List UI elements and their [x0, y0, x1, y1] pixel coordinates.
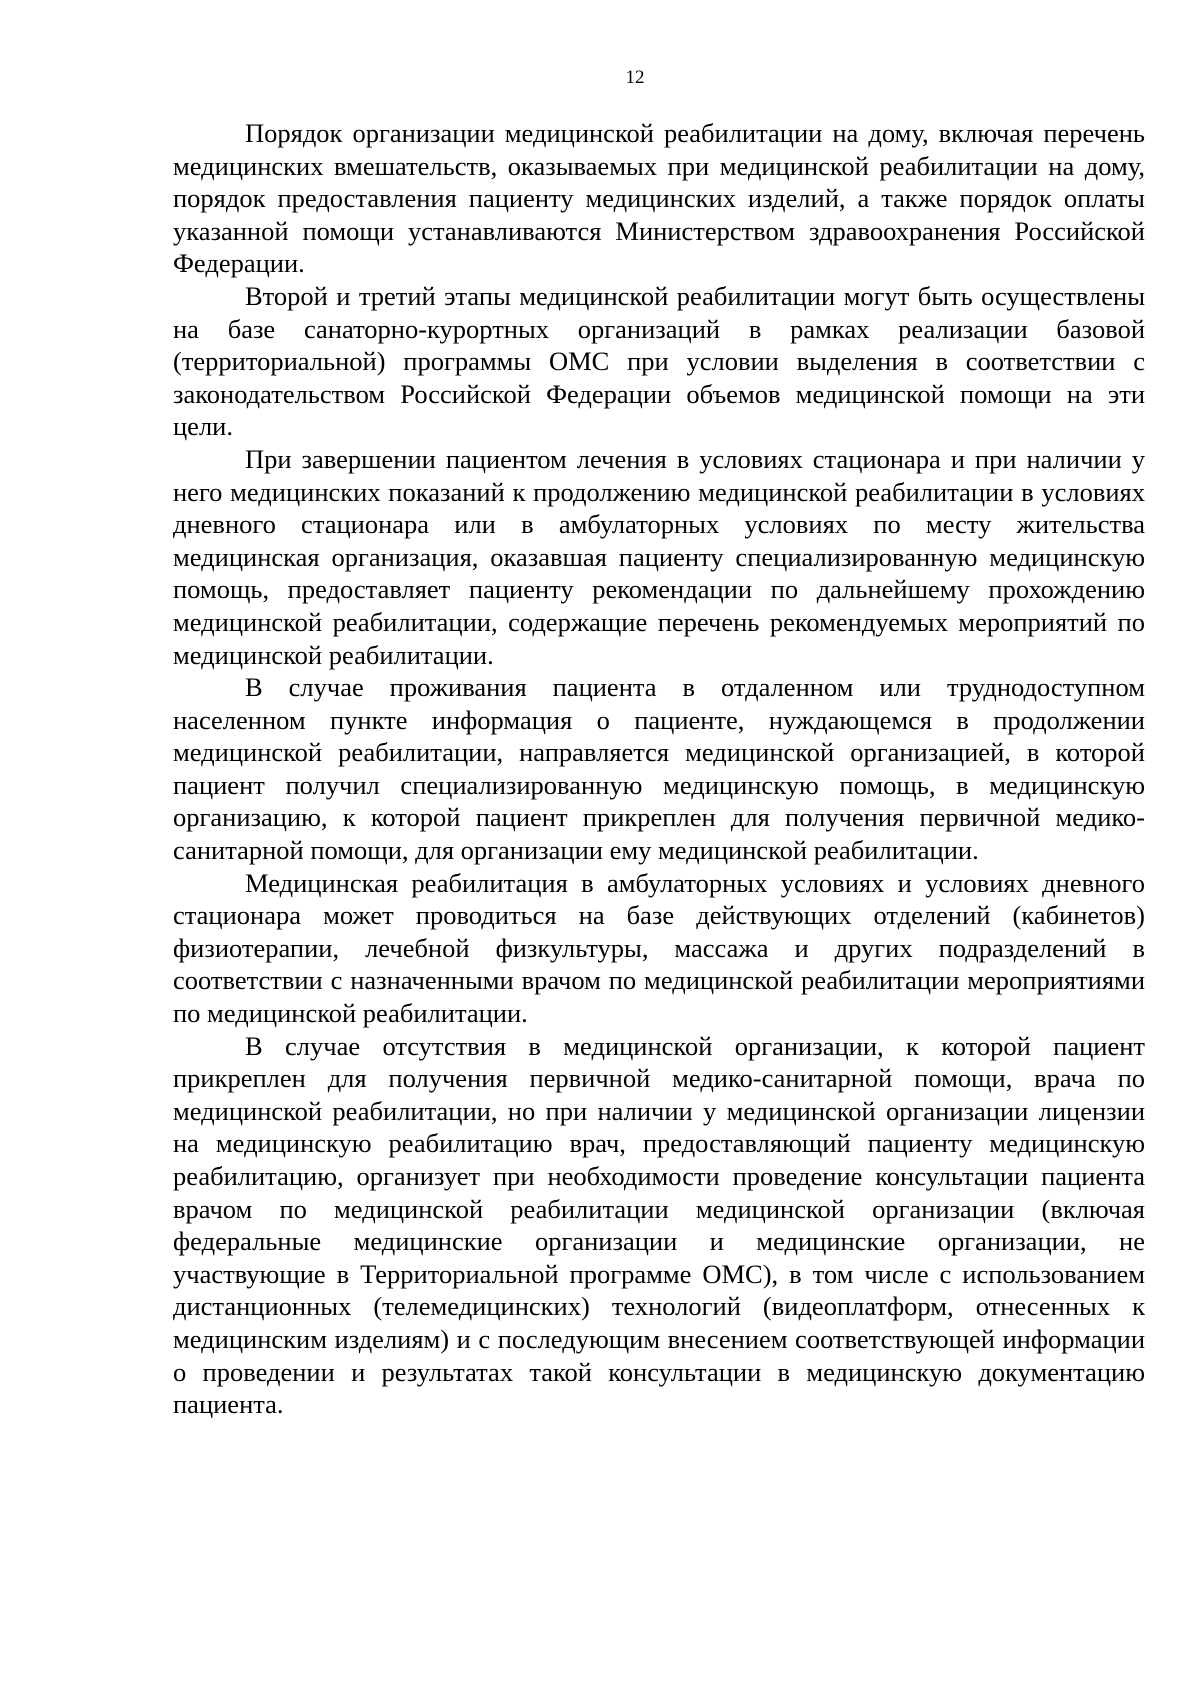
- document-body: [173, 117, 1145, 1421]
- paragraph-remote-settlement: В случае проживания пациента в отдаленном или труднодоступном населенном пункте информация о пациенте, нуждающемся в продолжении медицинской реабилитации, направляется медицинской организацией, в которой пациент получил специализированную медицинскую помощь, в медицинскую организацию, к которой пациент прикреплен для получения первичной медико-санитарной помощи, для организации ему медицинской реабилитации.: [173, 672, 1145, 866]
- paragraph-sanatorium-stages: Второй и третий этапы медицинской реабилитации могут быть осуществлены на базе санаторно-курортных организаций в рамках реализации базовой (территориальной) программы ОМС при условии выделения в соответствии с законодательством Российской Федерации объемов медицинской помощи на эти цели.: [173, 280, 1145, 442]
- paragraph-telemedicine-consultation: В случае отсутствия в медицинской организации, к которой пациент прикреплен для получения первичной медико-санитарной помощи, врача по медицинской реабилитации, но при наличии у медицинской организации лицензии на медицинскую реабилитацию врач, предоставляющий пациенту медицинскую реабилитацию, организует при необходимости проведение консультации пациента врачом по медицинской реабилитации медицинской организации (включая федеральные медицинские организации и медицинские организации, не участвующие в Территориальной программе ОМС), в том числе с использованием дистанционных (телемедицинских) технологий (видеоплатформ, отнесенных к медицинским изделиям) и с последующим внесением соответствующей информации о проведении и результатах такой консультации в медицинскую документацию пациента.: [173, 1030, 1145, 1420]
- paragraph-discharge-recommendations: При завершении пациентом лечения в условиях стационара и при наличии у него медицинских показаний к продолжению медицинской реабилитации в условиях дневного стационара или в амбулаторных условиях по месту жительства медицинская организация, оказавшая пациенту специализированную медицинскую помощь, предоставляет пациенту рекомендации по дальнейшему прохождению медицинской реабилитации, содержащие перечень рекомендуемых мероприятий по медицинской реабилитации.: [173, 443, 1145, 670]
- paragraph-outpatient-day-hospital: Медицинская реабилитация в амбулаторных условиях и условиях дневного стационара может проводиться на базе действующих отделений (кабинетов) физиотерапии, лечебной физкультуры, массажа и других подразделений в соответствии с назначенными врачом по медицинской реабилитации мероприятиями по медицинской реабилитации.: [173, 867, 1145, 1029]
- paragraph-home-rehabilitation: Порядок организации медицинской реабилитации на дому, включая перечень медицинских вмешательств, оказываемых при медицинской реабилитации на дому, порядок предоставления пациенту медицинских изделий, а также порядок оплаты указанной помощи устанавливаются Министерством здравоохранения Российской Федерации.: [173, 118, 1145, 279]
- page-number: 12: [625, 67, 645, 88]
